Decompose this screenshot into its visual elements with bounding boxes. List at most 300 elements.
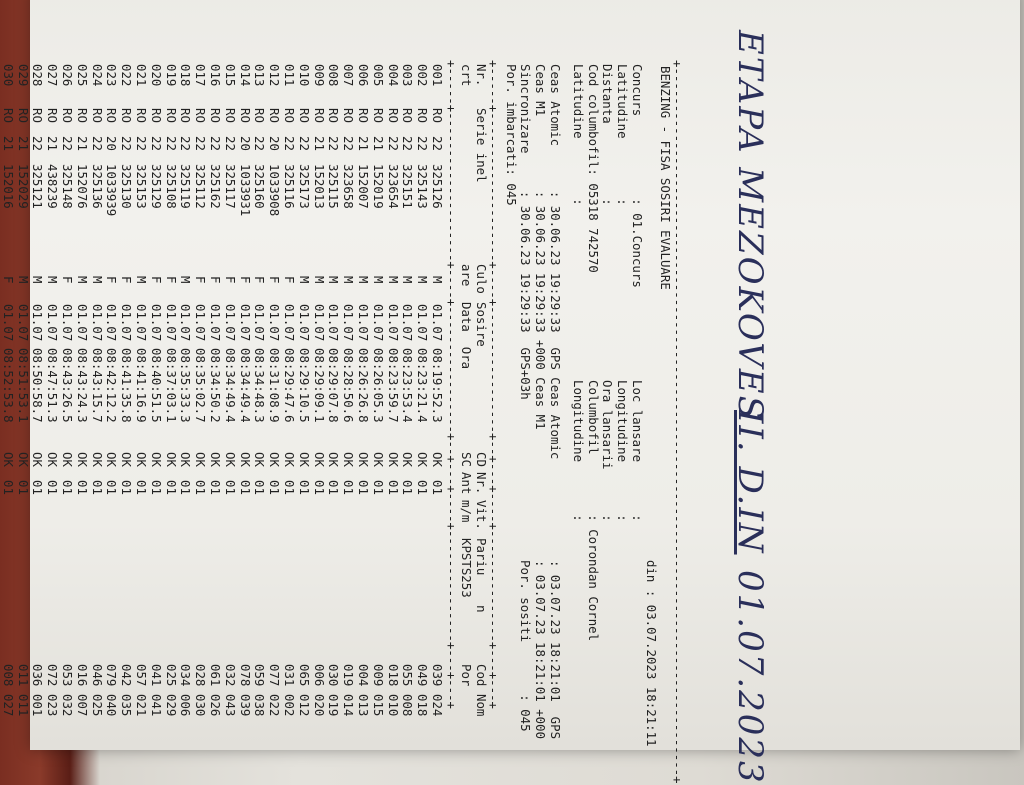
- table-cell: 012: [267, 64, 283, 87]
- table-row: [30, 64, 45, 744]
- table-cell: 325160: [252, 164, 268, 209]
- column-header-line: Ant: [459, 472, 475, 495]
- table-cell: 01: [370, 480, 386, 495]
- table-cell: 030: [0, 64, 16, 87]
- table-cell: RO: [208, 108, 223, 123]
- table-cell: 22: [60, 136, 75, 151]
- table-cell: OK: [134, 452, 149, 467]
- top-rule: +-----------------------------------------------------------------------------------------------+: [670, 60, 685, 784]
- table-cell: 22: [341, 136, 357, 151]
- table-cell: OK: [163, 452, 179, 467]
- table-cell: 007: [341, 64, 357, 87]
- table-cell: 040: [104, 694, 120, 717]
- table-cell: 08:34:50.2: [208, 348, 223, 423]
- table-cell: 01: [45, 480, 61, 495]
- table-cell: 325121: [30, 164, 46, 209]
- table-cell: 01.07: [74, 304, 90, 342]
- table-row: [281, 64, 296, 744]
- table-cell: 014: [237, 64, 253, 87]
- table-row: [311, 64, 326, 744]
- table-cell: 036: [30, 664, 46, 687]
- table-row: [207, 64, 222, 744]
- table-cell: 028: [30, 64, 46, 87]
- table-cell: 019: [326, 694, 342, 717]
- table-cell: 22: [222, 136, 238, 151]
- table-cell: RO: [400, 108, 416, 123]
- table-cell: 041: [148, 694, 164, 717]
- table-cell: 018: [385, 664, 401, 687]
- table-cell: 01: [178, 480, 194, 495]
- table-cell: F: [252, 276, 268, 284]
- table-row: [163, 64, 178, 744]
- table-cell: RO: [385, 108, 401, 123]
- table-cell: 004: [356, 664, 371, 687]
- clock-right: [518, 560, 562, 739]
- table-cell: RO: [430, 108, 445, 123]
- table-row: [104, 64, 119, 744]
- table-cell: RO: [30, 108, 46, 123]
- table-cell: M: [45, 276, 61, 284]
- column-header-cd: [458, 452, 488, 467]
- table-row: [74, 64, 89, 744]
- table-row: [370, 64, 385, 744]
- table-cell: 01.07: [385, 304, 401, 342]
- table-cell: 012: [296, 694, 312, 717]
- table-cell: RO: [282, 108, 297, 123]
- table-cell: 01.07: [60, 304, 75, 342]
- column-header-line: Por: [459, 664, 475, 687]
- table-cell: 010: [385, 694, 401, 717]
- table-cell: 023: [104, 64, 120, 87]
- column-header-line: Nr.: [474, 472, 489, 495]
- table-cell: M: [178, 276, 194, 284]
- table-cell: 08:37:03.1: [163, 348, 179, 423]
- table-row: [340, 64, 355, 744]
- table-cell: 08:19:52.3: [430, 348, 445, 423]
- table-cell: 01: [60, 480, 75, 495]
- table-cell: 152007: [356, 164, 371, 209]
- table-cell: 152076: [74, 164, 90, 209]
- info-left: [570, 64, 644, 288]
- table-cell: 22: [119, 136, 135, 151]
- clock-line: : 03.07.23 18:21:01 +000: [533, 560, 549, 740]
- table-cell: 22: [134, 136, 149, 151]
- table-cell: 20: [237, 136, 253, 151]
- table-cell: 08:26:05.3: [370, 348, 386, 423]
- table-row: [266, 64, 281, 744]
- table-cell: 08:41:35.8: [119, 348, 135, 423]
- table-cell: M: [385, 276, 401, 284]
- table-cell: OK: [178, 452, 194, 467]
- table-cell: 22: [296, 136, 312, 151]
- table-cell: 011: [282, 64, 297, 87]
- table-cell: 027: [0, 694, 16, 717]
- table-cell: 026: [208, 694, 223, 717]
- table-cell: 01.07: [356, 304, 371, 342]
- table-cell: 001: [430, 64, 445, 87]
- table-cell: M: [89, 276, 105, 284]
- clock-line: Ceas Atomic : 30.06.23 19:29:33 GPS Ceas Atomic: [548, 64, 563, 460]
- table-cell: 025: [74, 64, 90, 87]
- table-cell: 039: [430, 664, 445, 687]
- table-cell: RO: [267, 108, 283, 123]
- table-cell: 028: [193, 664, 209, 687]
- table-cell: 011: [15, 664, 31, 687]
- table-cell: 005: [370, 64, 386, 87]
- table-cell: 08:43:15.7: [89, 348, 105, 423]
- table-cell: 08:35:33.3: [178, 348, 194, 423]
- table-cell: OK: [104, 452, 120, 467]
- table-cell: RO: [252, 108, 268, 123]
- table-cell: M: [15, 276, 31, 284]
- table-cell: 020: [311, 694, 327, 717]
- table-cell: M: [341, 276, 357, 284]
- table-cell: 20: [104, 136, 120, 151]
- column-header-line: Serie inel: [474, 108, 489, 183]
- table-cell: 009: [370, 664, 386, 687]
- table-cell: 022: [119, 64, 135, 87]
- table-cell: 079: [104, 664, 120, 687]
- table-cell: RO: [326, 108, 342, 123]
- table-cell: 22: [89, 136, 105, 151]
- table-cell: 01: [119, 480, 135, 495]
- table-cell: 057: [134, 664, 149, 687]
- table-cell: 065: [296, 664, 312, 687]
- table-cell: M: [400, 276, 416, 284]
- table-row: [237, 64, 252, 744]
- table-cell: 01: [385, 480, 401, 495]
- table-cell: 018: [178, 64, 194, 87]
- table-cell: 08:29:07.8: [326, 348, 342, 423]
- table-cell: F: [104, 276, 120, 284]
- table-cell: 08:41:16.9: [134, 348, 149, 423]
- table-cell: 013: [356, 694, 371, 717]
- table-cell: 08:34:48.3: [252, 348, 268, 423]
- table-row: [222, 64, 237, 744]
- table-cell: 019: [163, 64, 179, 87]
- table-cell: 01: [104, 480, 120, 495]
- table-cell: 013: [252, 64, 268, 87]
- clock-left: [503, 64, 562, 459]
- table-cell: 325115: [326, 164, 342, 209]
- table-cell: OK: [222, 452, 238, 467]
- table-cell: 22: [208, 136, 223, 151]
- table-cell: 01: [267, 480, 283, 495]
- info-line: Latitudine :: [615, 64, 631, 206]
- table-cell: 08:23:59.7: [385, 348, 401, 423]
- table-cell: 018: [415, 694, 431, 717]
- table-row: [44, 64, 59, 744]
- table-cell: 08:47:51.3: [45, 348, 61, 423]
- table-cell: 042: [119, 664, 135, 687]
- column-header-nrant: [458, 472, 488, 494]
- table-cell: 08:29:09.1: [311, 348, 327, 423]
- table-cell: 08:40:51.5: [148, 348, 164, 423]
- table-cell: 017: [193, 64, 209, 87]
- table-cell: RO: [104, 108, 120, 123]
- table-cell: 08:50:58.7: [30, 348, 46, 423]
- table-cell: 08:31:08.9: [267, 348, 283, 423]
- info-right: [570, 380, 644, 641]
- table-cell: 01.07: [134, 304, 149, 342]
- table-cell: 016: [208, 64, 223, 87]
- table-cell: 01: [208, 480, 223, 495]
- table-cell: 027: [45, 64, 61, 87]
- table-cell: M: [326, 276, 342, 284]
- column-header-line: Nr.: [474, 64, 489, 87]
- table-cell: 08:52:53.8: [0, 348, 16, 423]
- info-line: Cod columbofil: 05318 742570: [585, 64, 601, 273]
- table-row: [355, 64, 370, 744]
- table-cell: M: [415, 276, 431, 284]
- table-cell: 08:28:50.6: [341, 348, 357, 423]
- handwritten-left: ETAPA MEZOKOVES: [730, 30, 770, 421]
- table-cell: F: [148, 276, 164, 284]
- table-cell: OK: [385, 452, 401, 467]
- table-cell: OK: [282, 452, 297, 467]
- info-line: Columbofil : Corondan Cornel: [585, 380, 601, 642]
- table-cell: 325130: [119, 164, 135, 209]
- info-line: Distanta :: [600, 64, 616, 206]
- table-header-rule: +-----+--------------------+----+-----------------+--+---+----+---------------+---+---+: [444, 60, 459, 710]
- table-cell: 030: [326, 664, 342, 687]
- table-row: [429, 64, 444, 744]
- table-cell: 325148: [60, 164, 75, 209]
- table-cell: 035: [119, 694, 135, 717]
- table-cell: 01.07: [311, 304, 327, 342]
- table-cell: 08:51:53.1: [15, 348, 31, 423]
- table-cell: 08:29:10.5: [296, 348, 312, 423]
- column-header-line: Vit.: [474, 500, 489, 530]
- table-row: [385, 64, 400, 744]
- table-cell: 01.07: [341, 304, 357, 342]
- table-cell: RO: [370, 108, 386, 123]
- table-cell: 002: [415, 64, 431, 87]
- table-cell: 008: [326, 64, 342, 87]
- info-line: Latitudine :: [570, 64, 586, 206]
- clock-line: Ceas M1 : 30.06.23 19:29:33 +000 Ceas M1: [533, 64, 549, 430]
- table-cell: 029: [163, 694, 179, 717]
- column-header-nr: [458, 64, 488, 86]
- table-cell: 021: [134, 64, 149, 87]
- table-row: [192, 64, 207, 744]
- table-cell: 20: [267, 136, 283, 151]
- table-cell: M: [296, 276, 312, 284]
- table-cell: 21: [370, 136, 386, 151]
- table-cell: 01.07: [415, 304, 431, 342]
- table-cell: 046: [89, 664, 105, 687]
- table-cell: OK: [30, 452, 46, 467]
- table-cell: 01.07: [430, 304, 445, 342]
- table-cell: F: [267, 276, 283, 284]
- table-row: [133, 64, 148, 744]
- table-cell: 038: [252, 694, 268, 717]
- table-cell: 22: [148, 136, 164, 151]
- table-cell: 041: [148, 664, 164, 687]
- handwritten-middle: II. D.IN: [730, 410, 770, 555]
- table-cell: 22: [178, 136, 194, 151]
- table-cell: 034: [178, 664, 194, 687]
- table-cell: 01: [296, 480, 312, 495]
- column-header-line: KPSTS253: [459, 538, 475, 598]
- table-cell: 01: [74, 480, 90, 495]
- table-cell: F: [282, 276, 297, 284]
- table-cell: 003: [400, 64, 416, 87]
- table-cell: 006: [311, 664, 327, 687]
- table-cell: 011: [15, 694, 31, 717]
- table-cell: 006: [356, 64, 371, 87]
- clock-line: Sincronizare : 30.06.23 19:29:33 GPS+03h: [518, 64, 534, 400]
- table-cell: 325151: [400, 164, 416, 209]
- table-cell: 325116: [282, 164, 297, 209]
- table-cell: 21: [356, 136, 371, 151]
- table-cell: M: [74, 276, 90, 284]
- table-cell: 08:26:26.8: [356, 348, 371, 423]
- table-cell: 014: [341, 694, 357, 717]
- info-line: Concurs : 01.Concurs: [630, 64, 645, 288]
- handwritten-right: 01.07.2023: [730, 570, 770, 785]
- table-cell: 22: [193, 136, 209, 151]
- table-cell: OK: [148, 452, 164, 467]
- table-cell: OK: [60, 452, 75, 467]
- table-cell: 009: [311, 64, 327, 87]
- table-cell: 01: [326, 480, 342, 495]
- table-cell: RO: [89, 108, 105, 123]
- table-cell: 01: [311, 480, 327, 495]
- table-cell: 01: [356, 480, 371, 495]
- column-header-line: SC: [459, 452, 475, 467]
- column-header-line: are: [459, 264, 475, 287]
- table-cell: 01.07: [178, 304, 194, 342]
- table-cell: RO: [119, 108, 135, 123]
- table-cell: M: [30, 276, 46, 284]
- table-cell: 007: [74, 694, 90, 717]
- table-cell: 325136: [89, 164, 105, 209]
- table-cell: RO: [148, 108, 164, 123]
- table-top-rule: +-----+--------------------+----+-----------------+--+---+----+---------------+---+---+: [486, 60, 501, 710]
- table-row: [148, 64, 163, 744]
- table-cell: 029: [15, 64, 31, 87]
- column-header-line: Cod: [474, 664, 489, 687]
- table-cell: 01: [222, 480, 238, 495]
- page-title: BENZING - FISA SOSIRI EVALUARE: [658, 66, 673, 290]
- table-cell: RO: [237, 108, 253, 123]
- table-cell: 032: [60, 694, 75, 717]
- table-cell: 077: [267, 664, 283, 687]
- table-cell: 002: [282, 694, 297, 717]
- table-cell: 325173: [296, 164, 312, 209]
- table-cell: 08:34:49.4: [222, 348, 238, 423]
- info-line: Loc lansare :: [630, 380, 645, 522]
- table-row: [59, 64, 74, 744]
- table-cell: 22: [30, 136, 46, 151]
- table-cell: 21: [45, 136, 61, 151]
- table-cell: 010: [296, 64, 312, 87]
- table-cell: 08:42:12.2: [104, 348, 120, 423]
- table-cell: RO: [311, 108, 327, 123]
- table-cell: 22: [163, 136, 179, 151]
- table-cell: 01.07: [0, 304, 16, 342]
- table-cell: M: [356, 276, 371, 284]
- table-cell: 01: [400, 480, 416, 495]
- table-cell: M: [134, 276, 149, 284]
- table-cell: 152016: [0, 164, 16, 209]
- table-cell: OK: [0, 452, 16, 467]
- column-header-vit: [458, 500, 488, 530]
- table-cell: 323654: [385, 164, 401, 209]
- table-cell: 024: [89, 64, 105, 87]
- table-cell: F: [222, 276, 238, 284]
- table-cell: 01.07: [30, 304, 46, 342]
- table-cell: 1033939: [104, 164, 120, 217]
- clock-line: Por. sositi : 045: [518, 560, 534, 732]
- table-cell: 01.07: [89, 304, 105, 342]
- table-cell: 022: [267, 694, 283, 717]
- table-cell: RO: [356, 108, 371, 123]
- table-cell: OK: [370, 452, 386, 467]
- table-cell: OK: [252, 452, 268, 467]
- table-cell: 22: [282, 136, 297, 151]
- table-cell: 001: [30, 694, 46, 717]
- table-cell: 023: [45, 694, 61, 717]
- table-cell: RO: [163, 108, 179, 123]
- table-cell: F: [237, 276, 253, 284]
- table-cell: 01: [134, 480, 149, 495]
- table-cell: 019: [341, 664, 357, 687]
- table-cell: 01: [252, 480, 268, 495]
- table-cell: 325126: [430, 164, 445, 209]
- table-cell: 01.07: [148, 304, 164, 342]
- table-cell: RO: [45, 108, 61, 123]
- column-header-line: Pariu n: [474, 538, 489, 613]
- table-cell: 21: [0, 136, 16, 151]
- table-cell: 030: [193, 694, 209, 717]
- table-cell: 01.07: [222, 304, 238, 342]
- table-cell: 22: [415, 136, 431, 151]
- table-cell: 01: [15, 480, 31, 495]
- table-cell: 072: [45, 664, 61, 687]
- table-row: [400, 64, 415, 744]
- table-cell: 22: [252, 136, 268, 151]
- table-cell: 325112: [193, 164, 209, 209]
- table-cell: OK: [400, 452, 416, 467]
- table-cell: 004: [385, 64, 401, 87]
- table-cell: 01: [163, 480, 179, 495]
- table-cell: 032: [222, 664, 238, 687]
- table-cell: 053: [60, 664, 75, 687]
- table-row: [178, 64, 193, 744]
- table-cell: 325108: [163, 164, 179, 209]
- table-cell: RO: [193, 108, 209, 123]
- table-cell: RO: [0, 108, 16, 123]
- table-cell: 01.07: [193, 304, 209, 342]
- table-cell: M: [370, 276, 386, 284]
- table-cell: 325117: [222, 164, 238, 209]
- table-cell: 059: [252, 664, 268, 687]
- column-header-line: crt: [459, 64, 475, 87]
- table-row: [296, 64, 311, 744]
- column-header-sosire: [458, 302, 488, 369]
- table-cell: 1033931: [237, 164, 253, 217]
- table-cell: 016: [74, 664, 90, 687]
- table-row: [89, 64, 104, 744]
- table-cell: RO: [74, 108, 90, 123]
- column-header-line: Data Ora: [459, 302, 475, 370]
- table-cell: 08:43:24.3: [74, 348, 90, 423]
- table-cell: 152029: [15, 164, 31, 209]
- table-cell: RO: [15, 108, 31, 123]
- table-cell: 01: [237, 480, 253, 495]
